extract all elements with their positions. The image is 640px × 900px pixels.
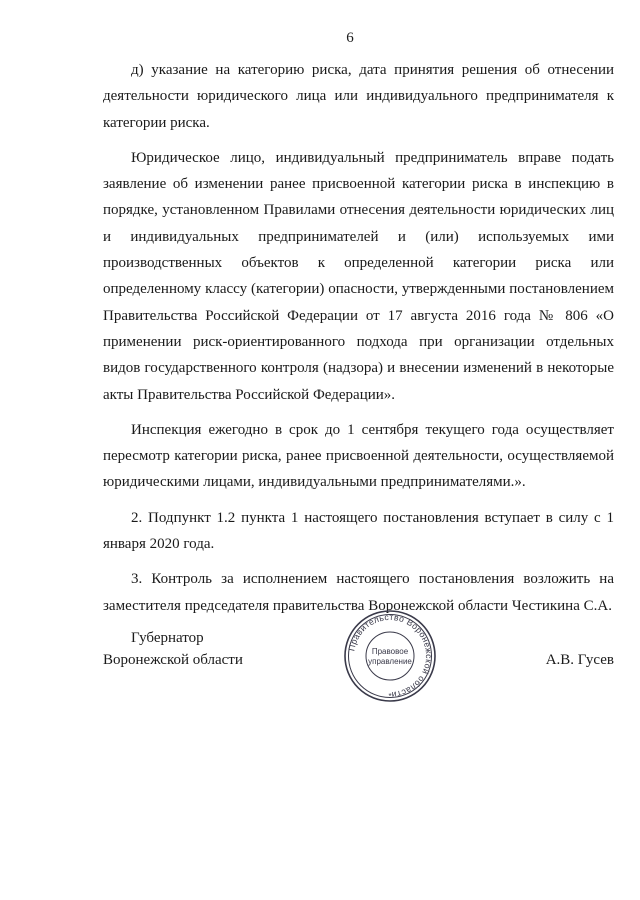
signatory-title-line2: Воронежской области — [103, 652, 243, 668]
paragraph-change-application: Юридическое лицо, индивидуальный предприниматель вправе подать заявление об изменении ранее присвоенной категории риска в инспекцию в порядке, установленном Правилами отнесения деятельности юридических лиц и индивидуальных предпринимателей и (или) используемых ими производственных объектов к определенной категории риска или определенному классу (категории) опасности, утвержденными постановлением Правительства Российской Федерации от 17 августа 2016 года № 806 «О применении риск-ориентированного подхода при организации отдельных видов государственного контроля (надзора) и внесении изменений в некоторые акты Правительства Российской Федерации». — [103, 149, 614, 403]
paragraph-risk-category: д) указание на категорию риска, дата принятия решения об отнесении деятельности юридического лица или индивидуального предпринимателя к категории риска. — [103, 62, 614, 131]
page-number: 6 — [346, 30, 354, 46]
stamp-center-line1: Правовое — [371, 647, 409, 656]
signatory-title-line1: Губернатор — [131, 630, 204, 646]
official-stamp — [342, 606, 438, 706]
document-body — [103, 57, 614, 628]
stamp-star: * — [388, 692, 392, 701]
signatory-name: А.В. Гусев — [545, 652, 614, 668]
paragraph-control: 3. Контроль за исполнением настоящего постановления возложить на заместителя председателя правительства Воронежской области Честикина С.А. — [103, 571, 614, 614]
stamp-center-line2: управление — [368, 657, 412, 666]
paragraph-annual-review: Инспекция ежегодно в срок до 1 сентября текущего года осуществляет пересмотр категории риска, ранее присвоенной деятельности, осуществляемой юридическими лицами, индивидуальными предпринимателями.». — [103, 421, 614, 491]
paragraph-effective-date: 2. Подпункт 1.2 пункта 1 настоящего постановления вступает в силу с 1 января 2020 года. — [103, 509, 614, 553]
signatory-title — [103, 627, 243, 671]
stamp-ring-text: Правительство Воронежской области — [346, 611, 435, 701]
